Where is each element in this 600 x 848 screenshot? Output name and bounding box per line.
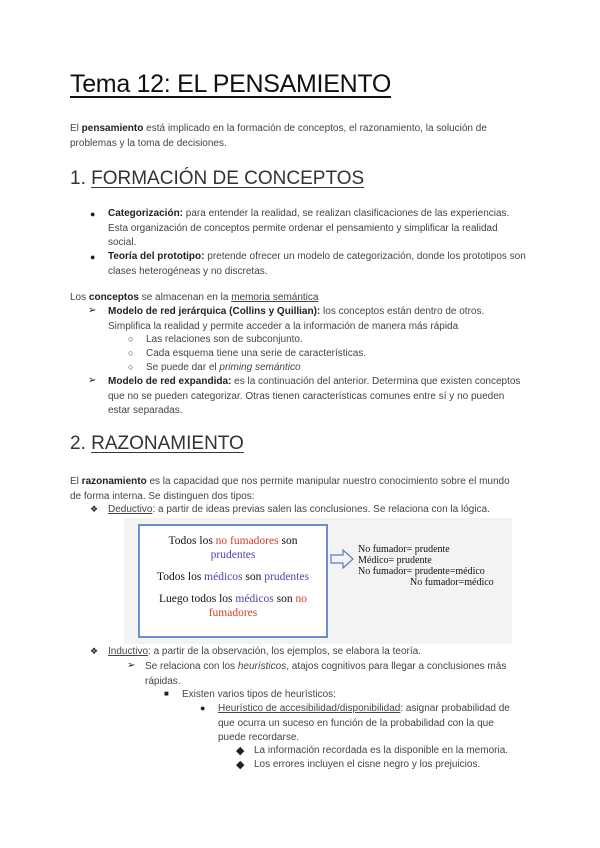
conclusion: Luego todos los médicos son no fumadores: [159, 593, 307, 619]
arrow-right-icon: [330, 548, 354, 570]
heuristicos-item: Se relaciona con los heurísticos, atajos cognitivos para llegar a conclusiones más rápidas.: [145, 661, 507, 687]
diamond-filled-icon: ◆: [236, 745, 245, 757]
diamond-bullet-icon: ❖: [90, 504, 99, 514]
equivalence-line: No fumador= prudente: [358, 544, 450, 555]
circle-bullet-icon: ○: [128, 334, 134, 344]
bullet-categorizacion: Categorización: para entender la realidad, se realizan clasificaciones de las experiencias. Esta organización de conceptos permite ordenar el pensamiento y simplificar la realidad social.: [108, 208, 510, 248]
red-sub-item: Las relaciones son de subconjunto.: [146, 334, 303, 345]
arrow-bullet-icon: ➢: [88, 375, 97, 386]
syllogism-figure: [124, 518, 512, 644]
section-2-heading: 2. RAZONAMIENTO: [70, 433, 244, 454]
syllogism-box: [138, 524, 328, 638]
circle-bullet-icon: ○: [128, 348, 134, 358]
conceptos-line: Los conceptos se almacenan en la memoria semántica: [70, 292, 319, 303]
diamond-filled-icon: ◆: [236, 759, 245, 771]
deductivo-item: Deductivo: a partir de ideas previas salen las conclusiones. Se relaciona con la lógica.: [108, 504, 490, 515]
bullet-prototipo: Teoría del prototipo: pretende ofrecer un modelo de categorización, donde los prototipos son clases heterogéneas y no discretas.: [108, 251, 526, 277]
premise-1: Todos los no fumadores son prudentes: [168, 535, 298, 561]
bullet-dot-icon: ●: [90, 252, 96, 262]
equivalences: [358, 544, 494, 588]
red-jerarquica: Modelo de red jerárquica (Collins y Quillian): los conceptos están dentro de otros. Simplifica la realidad y permite acceder a la información de manera más rápida: [108, 306, 485, 332]
intro-paragraph: El pensamiento está implicado en la formación de conceptos, el razonamiento, la solución de problemas y la toma de decisiones.: [70, 123, 487, 149]
circle-bullet-icon: ○: [128, 362, 134, 372]
premise-2: Todos los médicos son prudentes: [157, 571, 309, 583]
bullet-dot-icon: ●: [200, 703, 206, 713]
tipos-item: Existen varios tipos de heurísticos:: [182, 689, 336, 700]
arrow-bullet-icon: ➢: [88, 305, 97, 316]
diamond-bullet-icon: ❖: [90, 646, 99, 656]
accesibilidad-item: Heurístico de accesibilidad/disponibilidad: asignar probabilidad de que ocurra un suceso en función de la probabilidad con la que puede recordarse.: [218, 703, 510, 743]
red-sub-priming: Se puede dar el priming semántico: [146, 362, 301, 373]
square-bullet-icon: ■: [164, 689, 169, 698]
section-1-heading: 1. FORMACIÓN DE CONCEPTOS: [70, 168, 365, 189]
arrow-bullet-icon: ➢: [127, 660, 136, 671]
acc-sub-item: La información recordada es la disponible en la memoria.: [254, 745, 509, 756]
bullet-dot-icon: ●: [90, 209, 96, 219]
inductivo-item: Inductivo: a partir de la observación, los ejemplos, se elabora la teoría.: [108, 646, 421, 657]
razonamiento-paragraph: El razonamiento es la capacidad que nos permite manipular nuestro conocimiento sobre el mundo de forma interna. Se distinguen dos tipos:: [70, 476, 510, 502]
page-title: Tema 12: EL PENSAMIENTO: [70, 70, 391, 98]
acc-sub-item: Los errores incluyen el cisne negro y los prejuicios.: [254, 759, 481, 770]
red-expandida: Modelo de red expandida: es la continuación del anterior. Determina que existen conceptos que no se pueden categorizar. Otras tienen características comunes entre sí y no pueden estar separadas.: [108, 376, 521, 416]
equivalence-line: No fumador= prudente=médico: [358, 566, 485, 577]
equivalence-line: Médico= prudente: [358, 555, 432, 566]
equivalence-line: No fumador=médico: [410, 577, 494, 588]
red-sub-item: Cada esquema tiene una serie de características.: [146, 348, 367, 359]
